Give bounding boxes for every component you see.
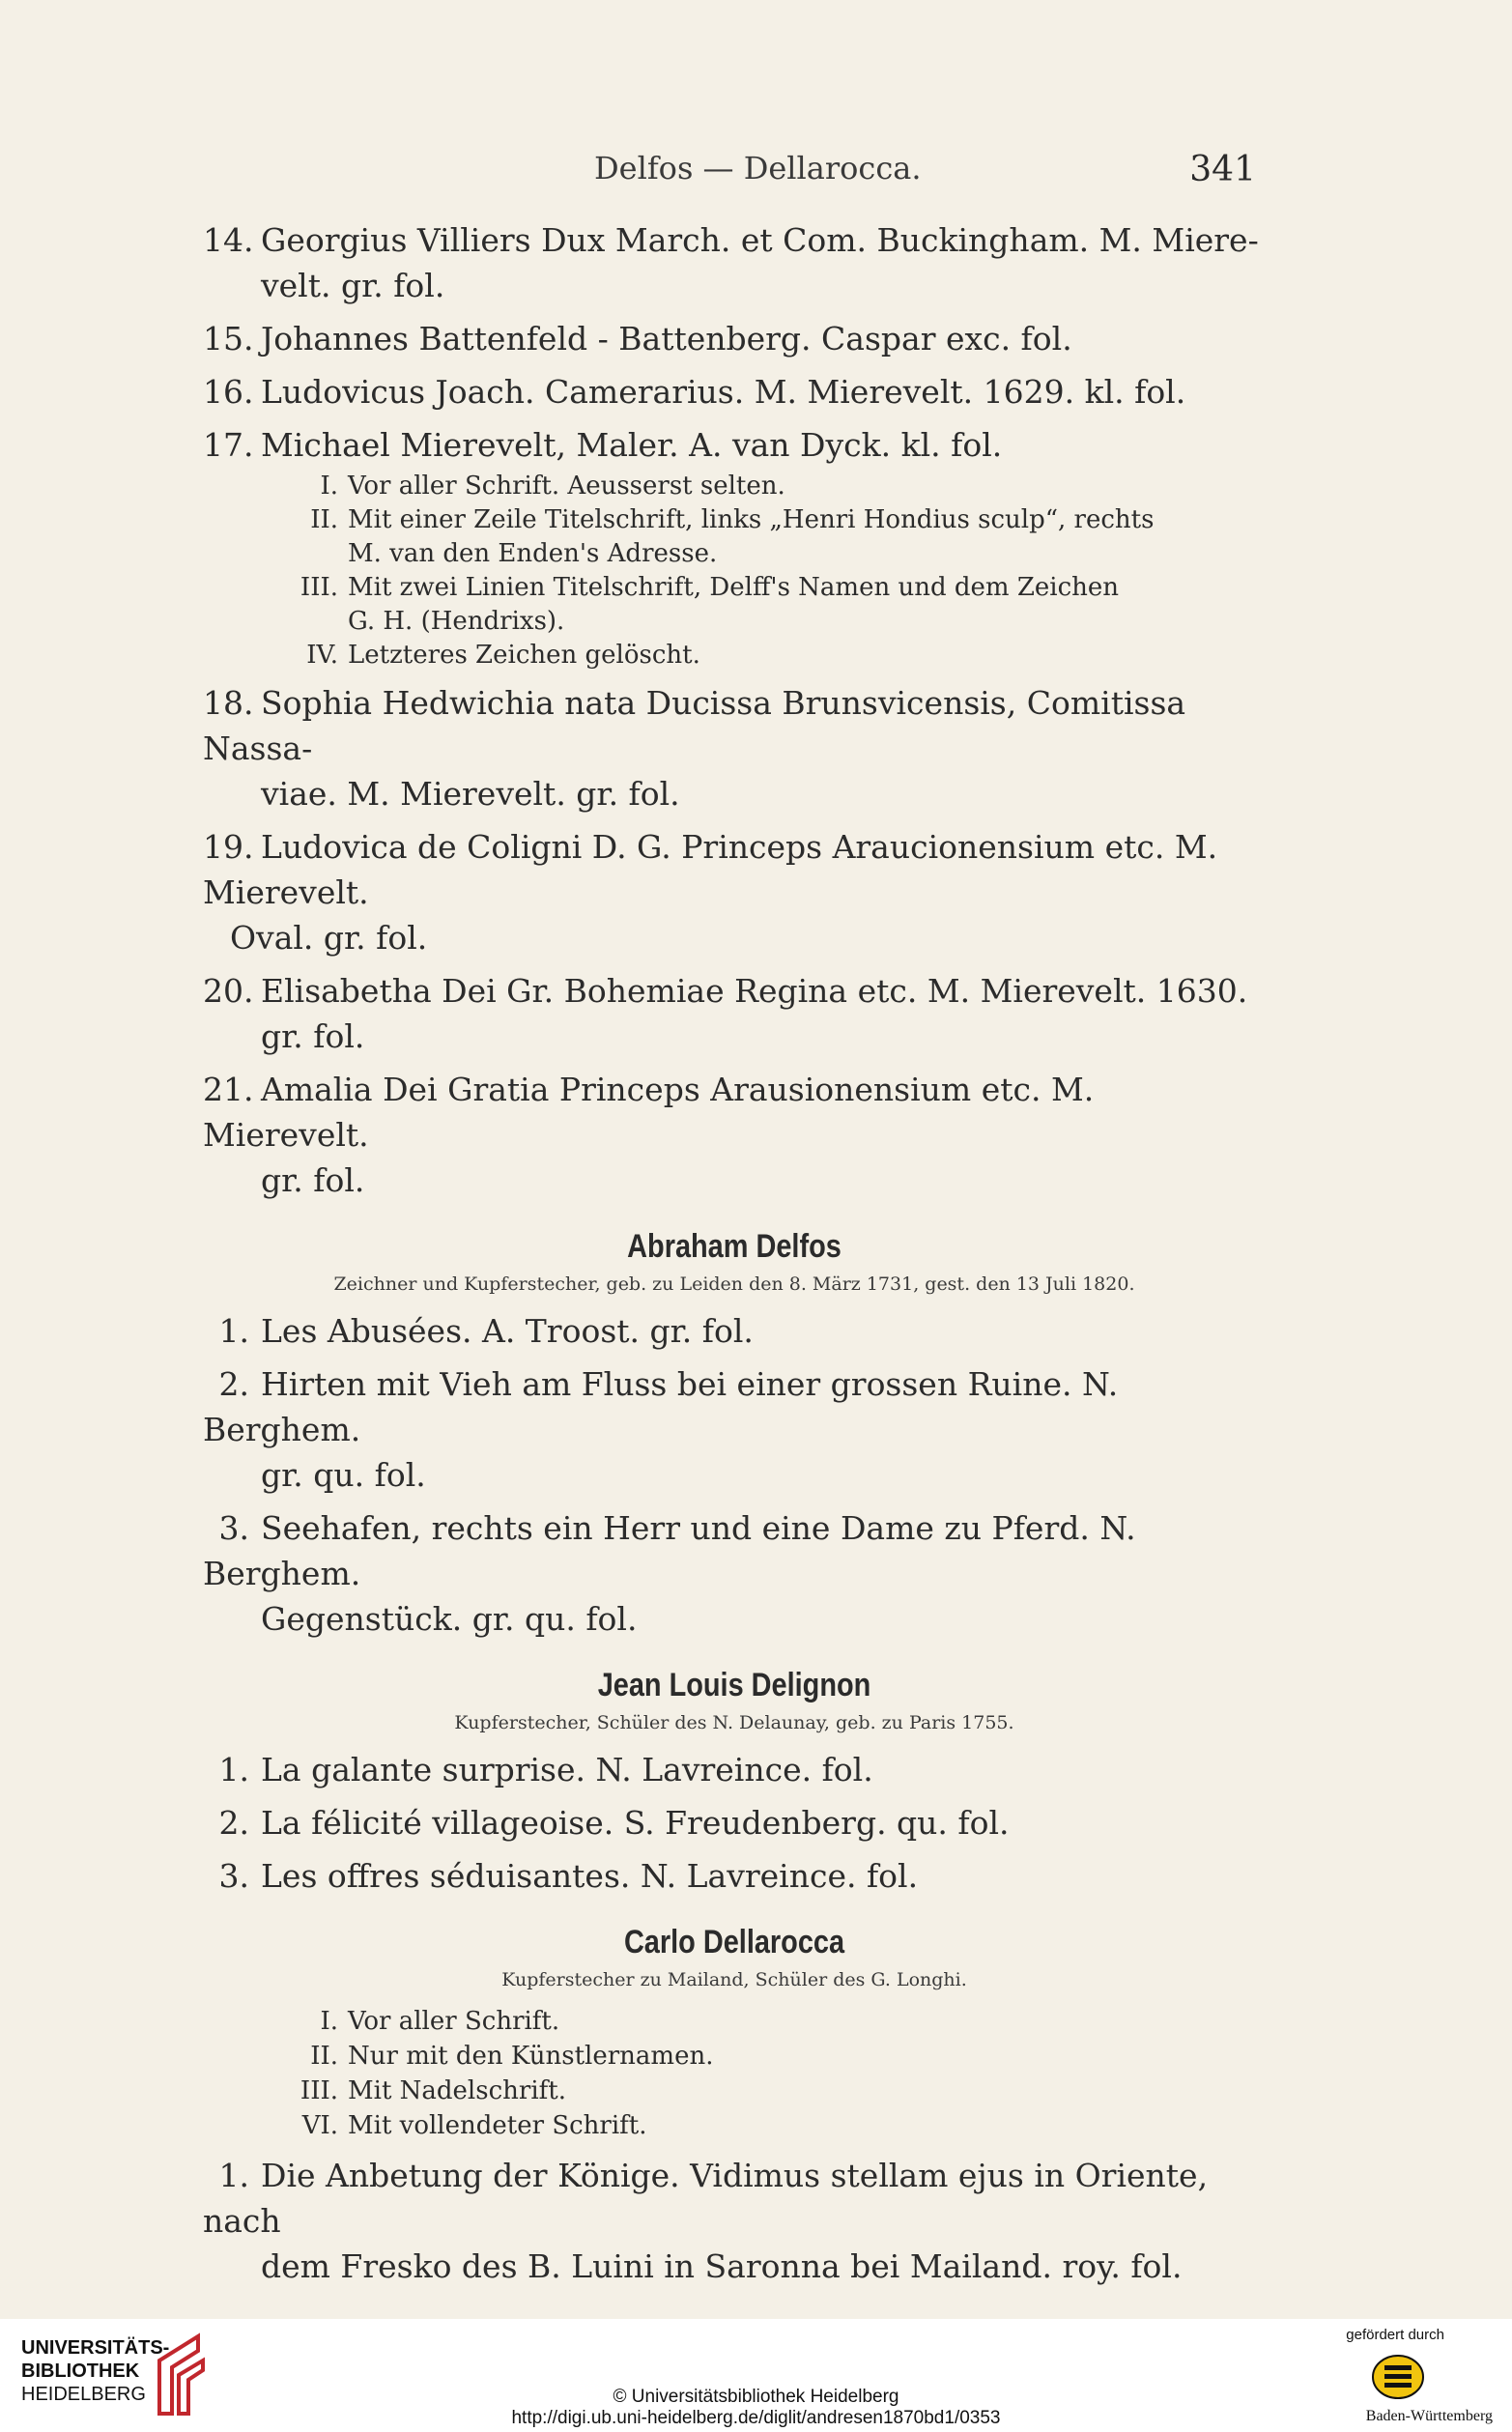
catalog-entry [203, 680, 1266, 816]
library-name-line2: BIBLIOTHEK [21, 2360, 140, 2382]
page-number: 341 [1189, 150, 1256, 189]
entry-number: 1. [218, 1312, 249, 1350]
entry-number: 2. [218, 1804, 249, 1842]
catalog-entry [203, 217, 1266, 308]
entry-text: Ludovicus Joach. Camerarius. M. Mierevelt. 1629. kl. fol. [261, 373, 1186, 411]
footer-bar [0, 2319, 1512, 2432]
entry-text: Les Abusées. A. Troost. gr. fol. [261, 1312, 754, 1350]
entry-text: Seehafen, rechts ein Herr und eine Dame zu Pferd. N. Berghem. [203, 1509, 1136, 1592]
entry-number: 14. [203, 221, 254, 259]
state-note-continued: M. van den Enden's Adresse. [348, 539, 718, 568]
catalog-entry [203, 968, 1266, 1059]
entry-number: 1. [218, 2157, 249, 2194]
entry-text: Sophia Hedwichia nata Ducissa Brunsvicensis, Comitissa Nassa- [203, 684, 1186, 767]
artist-bio: Zeichner und Kupferstecher, geb. zu Leiden den 8. März 1731, gest. den 13 Juli 1820. [333, 1273, 1135, 1295]
entry-number: 3. [218, 1857, 249, 1895]
artist-heading: Abraham Delfos [627, 1228, 842, 1265]
catalog-entry [203, 824, 1266, 960]
library-name-line1: UNIVERSITÄTS- [21, 2337, 170, 2359]
artist-heading: Jean Louis Delignon [597, 1667, 871, 1703]
catalog-entry [203, 1505, 1266, 1642]
entry-number: 20. [203, 972, 254, 1010]
entry-text-continued: viae. M. Mierevelt. gr. fol. [261, 775, 680, 813]
copyright-text: © Universitätsbibliothek Heidelberg [613, 2387, 899, 2407]
state-note: IV. Letzteres Zeichen gelöscht. [306, 641, 700, 670]
catalog-entry [203, 2153, 1266, 2289]
header-title: Delfos — Dellarocca. [594, 150, 922, 186]
entry-text: Amalia Dei Gratia Princeps Arausionensium etc. M. Mierevelt. [203, 1071, 1095, 1154]
state-note: I. Vor aller Schrift. [320, 2007, 560, 2036]
entry-text-continued: gr. fol. [261, 1161, 365, 1199]
entry-number: 21. [203, 1071, 254, 1108]
catalog-entry [203, 422, 1266, 468]
entry-number: 2. [218, 1365, 249, 1403]
entry-text: Ludovica de Coligni D. G. Princeps Araucionensium etc. M. Mierevelt. [203, 828, 1218, 911]
entry-text: Hirten mit Vieh am Fluss bei einer grossen Ruine. N. Berghem. [203, 1365, 1119, 1448]
entry-number: 3. [218, 1509, 249, 1547]
entry-text-continued: dem Fresko des B. Luini in Saronna bei Mailand. roy. fol. [261, 2247, 1183, 2285]
entry-text: Georgius Villiers Dux March. et Com. Buckingham. M. Miere- [261, 221, 1259, 259]
entry-text-continued: Oval. gr. fol. [230, 919, 428, 957]
catalog-entry [203, 1800, 1266, 1845]
entry-number: 15. [203, 320, 254, 358]
sponsor-label: Baden-Württemberg [1365, 2408, 1493, 2424]
entry-text: Johannes Battenfeld - Battenberg. Caspar exc. fol. [261, 320, 1072, 358]
catalog-entry [203, 316, 1266, 361]
entry-number: 18. [203, 684, 254, 722]
state-note: II. Nur mit den Künstlernamen. [310, 2042, 714, 2071]
catalog-entry [203, 1747, 1266, 1792]
entry-number: 1. [218, 1751, 249, 1788]
entry-number: 16. [203, 373, 254, 411]
entry-text-continued: Gegenstück. gr. qu. fol. [261, 1600, 638, 1638]
artist-heading: Carlo Dellarocca [623, 1924, 845, 1960]
catalog-entry [203, 1853, 1266, 1899]
state-note: I. Vor aller Schrift. Aeusserst selten. [320, 472, 785, 501]
state-note: VI. Mit vollendeter Schrift. [301, 2111, 647, 2140]
state-note: III. Mit Nadelschrift. [300, 2076, 566, 2105]
entry-text-continued: gr. qu. fol. [261, 1456, 426, 1494]
entry-text-continued: gr. fol. [261, 1017, 365, 1055]
state-note-continued: G. H. (Hendrixs). [348, 607, 565, 636]
entry-number: 19. [203, 828, 254, 866]
catalog-entry [203, 1361, 1266, 1498]
funded-by-label: gefördert durch [1346, 2327, 1444, 2343]
library-name-line3: HEIDELBERG [21, 2384, 146, 2405]
entry-text: Elisabetha Dei Gr. Bohemiae Regina etc. M. Mierevelt. 1630. [261, 972, 1248, 1010]
entry-text-continued: velt. gr. fol. [261, 267, 445, 304]
catalog-entry [203, 369, 1266, 415]
artist-bio: Kupferstecher, Schüler des N. Delaunay, geb. zu Paris 1755. [454, 1712, 1014, 1733]
entry-text: La galante surprise. N. Lavreince. fol. [261, 1751, 873, 1788]
entry-text: La félicité villageoise. S. Freudenberg. qu. fol. [261, 1804, 1010, 1842]
running-header [0, 150, 1512, 198]
page-content [203, 217, 1266, 2297]
catalog-entry [203, 1308, 1266, 1354]
entry-text: Les offres séduisantes. N. Lavreince. fol. [261, 1857, 919, 1895]
state-note: II. Mit einer Zeile Titelschrift, links „Henri Hondius sculp“, rechts [310, 505, 1155, 534]
state-note: III. Mit zwei Linien Titelschrift, Delff's Namen und dem Zeichen [300, 573, 1120, 602]
baden-wuerttemberg-emblem-icon [1371, 2350, 1425, 2404]
entry-number: 17. [203, 426, 254, 464]
entry-text: Michael Mierevelt, Maler. A. van Dyck. kl. fol. [261, 426, 1003, 464]
entry-text: Die Anbetung der Könige. Vidimus stellam ejus in Oriente, nach [203, 2157, 1209, 2240]
permalink[interactable]: http://digi.ub.uni-heidelberg.de/diglit/andresen1870bd1/0353 [511, 2408, 1001, 2428]
artist-bio: Kupferstecher zu Mailand, Schüler des G. Longhi. [501, 1969, 967, 1990]
copyright-block [0, 2387, 1512, 2429]
catalog-entry [203, 1067, 1266, 1203]
